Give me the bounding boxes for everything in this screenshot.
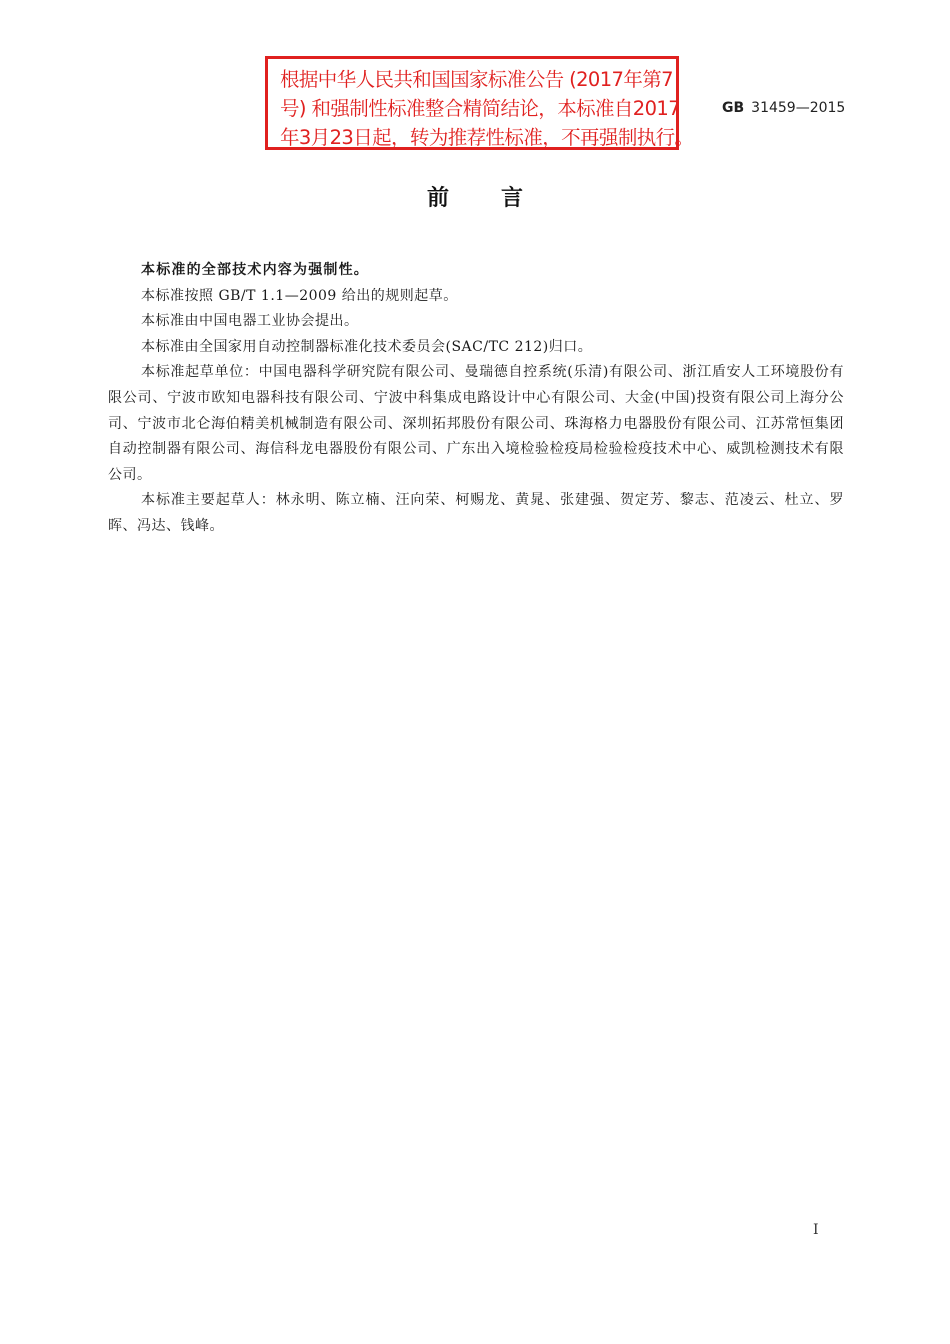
standard-prefix: GB bbox=[722, 100, 745, 116]
repeal-notice-box bbox=[265, 56, 694, 150]
notice-line: 号) 和强制性标准整合精简结论，本标准自2017 bbox=[280, 97, 681, 120]
committee-paragraph: 本标准由全国家用自动控制器标准化技术委员会(SAC/TC 212)归口。 bbox=[141, 338, 593, 355]
notice-line: 年3月23日起，转为推荐性标准，不再强制执行。 bbox=[280, 126, 694, 149]
drafters-paragraph: 本标准主要起草人：林永明、陈立楠、汪向荣、柯赐龙、黄晁、张建强、贺定芳、黎志、范凌云、杜立、罗晖、冯达、钱峰。 bbox=[108, 492, 844, 534]
notice-line: 根据中华人民共和国国家标准公告 (2017年第7 bbox=[280, 68, 673, 91]
drafting-rules-paragraph: 本标准按照 GB/T 1.1—2009 给出的规则起草。 bbox=[141, 287, 458, 304]
standard-number bbox=[722, 100, 845, 116]
foreword-body bbox=[108, 258, 844, 540]
mandatory-statement: 本标准的全部技术内容为强制性。 bbox=[141, 262, 369, 278]
page-title: 前言 bbox=[426, 186, 575, 211]
page-number: I bbox=[813, 1222, 819, 1238]
drafting-units-paragraph: 本标准起草单位：中国电器科学研究院有限公司、曼瑞德自控系统(乐清)有限公司、浙江盾安人工环境股份有限公司、宁波市欧知电器科技有限公司、宁波中科集成电路设计中心有限公司、大金(中国)投资有限公司上海分公司、宁波市北仑海伯精美机械制造有限公司、深圳拓邦股份有限公司、珠海格力电器股份有限公司、江苏常恒集团自动控制器有限公司、海信科龙电器股份有限公司、广东出入境检验检疫局检验检疫技术中心、威凯检测技术有限公司。 bbox=[108, 364, 844, 483]
standard-code: 31459—2015 bbox=[751, 100, 846, 116]
proposer-paragraph: 本标准由中国电器工业协会提出。 bbox=[141, 313, 359, 330]
